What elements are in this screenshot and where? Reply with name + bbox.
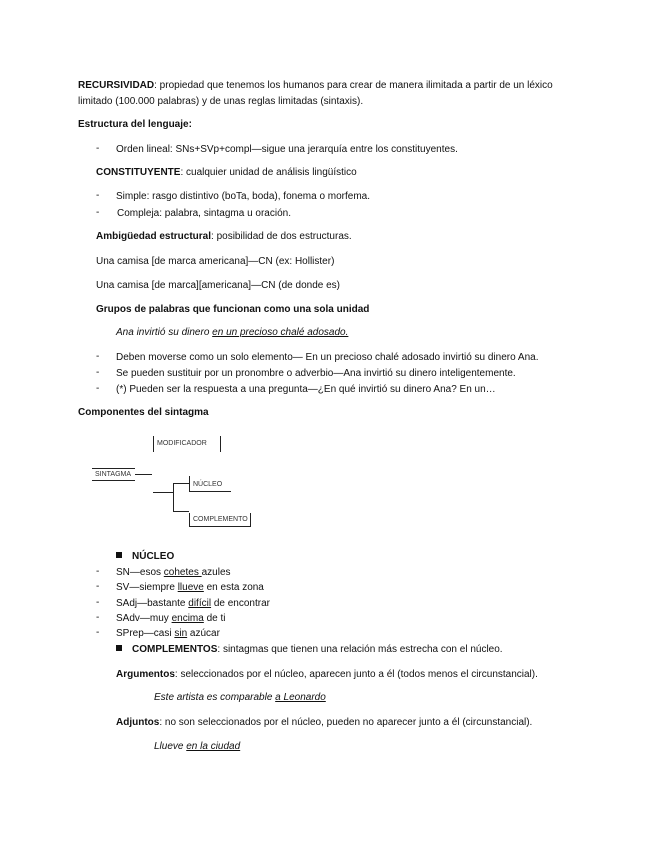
nucleo-item-post: azules [201,567,231,578]
camisa-example-2: Una camisa [de marca][americana]—CN (de donde es) [96,280,340,291]
nucleo-item-pre: SAdv—muy [116,613,172,624]
constituyente-line [96,166,357,179]
list-dash: - [96,207,100,218]
diagram-line [135,474,152,475]
simple-item: Simple: rasgo distintivo (boTa, boda), fonema o morfema. [116,191,371,202]
example-leonardo-underlined: a Leonardo [275,692,326,703]
nucleo-item-pre: SV—siempre [116,582,178,593]
nucleo-item-head: sin [174,628,188,639]
adjuntos-line [116,716,532,729]
nucleo-item-post: de encontrar [211,598,270,609]
diagram-label-modificador: MODIFICADOR [157,440,207,447]
componentes-heading-text: Componentes del sintagma [78,407,209,418]
recursividad-term: RECURSIVIDAD [78,80,155,91]
orden-lineal-item: Orden lineal: SNs+SVp+compl—sigue una jerarquía entre los constituyentes. [116,144,458,155]
grupos-item-2: Se pueden sustituir por un pronombre o adverbio—Ana invirtió su dinero inteligentemente. [116,368,516,379]
list-dash: - [96,190,100,201]
nucleo-item-sprep [116,627,220,640]
example-ana-underlined: en un precioso chalé adosado. [212,327,349,338]
example-ana [116,326,348,339]
nucleo-item-sadv [116,612,226,625]
square-bullet-icon [116,552,122,558]
recursividad-line-1 [78,79,553,92]
ambiguedad-term: Ambigüedad estructural [96,231,212,242]
complementos-term: COMPLEMENTOS [132,644,218,655]
recursividad-definition: : propiedad que tenemos los humanos para crear de manera ilimitada a partir de un léxico [154,80,553,91]
diagram-line [250,513,251,527]
diagram-label-complemento: COMPLEMENTO [193,516,248,523]
example-llueve-underlined: en la ciudad [186,741,241,752]
list-dash: - [96,581,100,592]
ambiguedad-line [96,230,352,243]
nucleo-item-post: azúcar [187,628,220,639]
recursividad-line-2: limitado (100.000 palabras) y de unas reglas limitadas (sintaxis). [78,96,364,107]
list-dash: - [96,383,100,394]
diagram-label-nucleo: NÚCLEO [193,481,223,488]
list-dash: - [96,627,100,638]
list-dash: - [96,597,100,608]
diagram-line [189,491,231,492]
compleja-item: Compleja: palabra, sintagma u oración. [117,208,291,219]
nucleo-item-sv [116,581,264,594]
nucleo-item-head: llueve [177,582,204,593]
argumentos-definition: : seleccionados por el núcleo, aparecen junto a él (todos menos el circunstancial). [174,669,538,680]
square-bullet-icon [116,645,122,651]
example-leonardo [154,691,326,704]
diagram-line [173,483,189,484]
grupos-item-3: (*) Pueden ser la respuesta a una pregunta—¿En qué invirtió su dinero Ana? En un… [116,384,496,395]
list-dash: - [96,612,100,623]
diagram-line [189,526,250,527]
argumentos-term: Argumentos [116,669,175,680]
grupos-heading [96,303,369,316]
nucleo-item-pre: SPrep—casi [116,628,175,639]
diagram-line [92,468,135,469]
nucleo-item-head: difícil [188,598,212,609]
nucleo-item-head: encima [171,613,204,624]
list-dash: - [96,367,100,378]
estructura-heading [78,118,192,131]
example-llueve-plain: Llueve [154,741,187,752]
list-dash: - [96,566,100,577]
ambiguedad-definition: : posibilidad de dos estructuras. [211,231,352,242]
list-dash: - [96,351,100,362]
example-leonardo-plain: Este artista es comparable [154,692,276,703]
diagram-line [220,436,221,452]
grupos-item-1: Deben moverse como un solo elemento— En un precioso chalé adosado invirtió su dinero Ana. [116,352,539,363]
constituyente-definition: : cualquier unidad de análisis lingüístico [180,167,357,178]
nucleo-heading [116,550,174,563]
adjuntos-term: Adjuntos [116,717,160,728]
nucleo-item-pre: SAdj—bastante [116,598,189,609]
diagram-line [153,492,173,493]
nucleo-heading-text: NÚCLEO [132,551,175,562]
constituyente-term: CONSTITUYENTE [96,167,181,178]
nucleo-item-head: cohetes [163,567,202,578]
argumentos-line [116,668,538,681]
list-dash: - [96,143,100,154]
diagram-line [173,511,189,512]
camisa-example-1: Una camisa [de marca americana]—CN (ex: Hollister) [96,256,335,267]
diagram-line [173,483,174,511]
estructura-heading-text: Estructura del lenguaje: [78,119,192,130]
grupos-heading-text: Grupos de palabras que funcionan como una sola unidad [96,304,370,315]
example-llueve [154,740,240,753]
componentes-heading [78,406,209,419]
diagram-line [92,480,135,481]
example-ana-plain: Ana invirtió su dinero [116,327,213,338]
nucleo-item-post: de ti [203,613,226,624]
complementos-definition: : sintagmas que tienen una relación más estrecha con el núcleo. [217,644,503,655]
nucleo-item-post: en esta zona [203,582,264,593]
nucleo-item-sadj [116,597,270,610]
nucleo-item-pre: SN—esos [116,567,164,578]
adjuntos-definition: : no son seleccionados por el núcleo, pueden no aparecer junto a él (circunstancial). [159,717,533,728]
diagram-label-sintagma: SINTAGMA [95,471,132,478]
complementos-line [116,643,503,656]
nucleo-item-sn [116,566,231,579]
